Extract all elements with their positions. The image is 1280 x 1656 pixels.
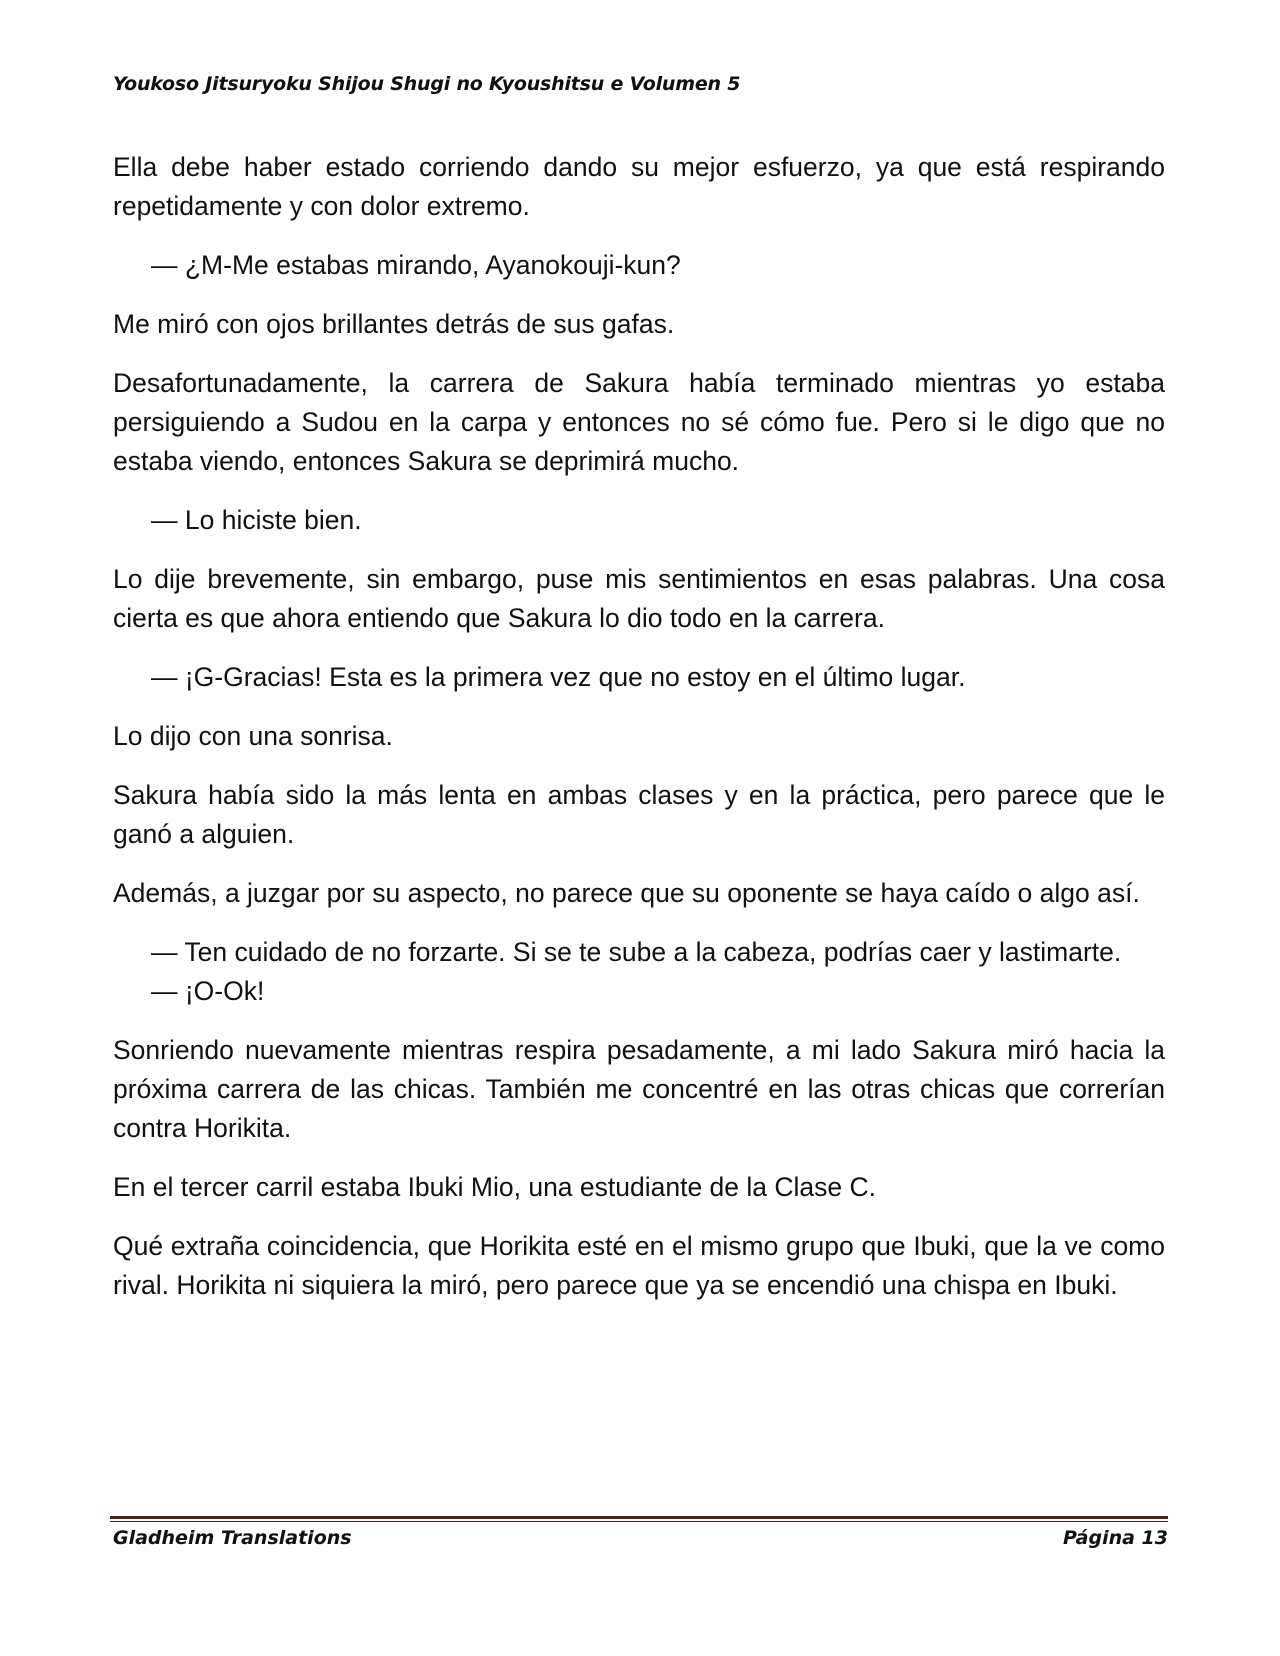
dialogue-line: — ¡O-Ok! bbox=[151, 976, 265, 1006]
paragraph: Qué extraña coincidencia, que Horikita esté en el mismo grupo que Ibuki, que la ve como rival. Horikita ni siquiera la miró, pero parece que ya se encendió una chispa en Ibuki. bbox=[113, 1231, 1165, 1300]
paragraph: Lo dijo con una sonrisa. bbox=[113, 721, 393, 751]
paragraph: Desafortunadamente, la carrera de Sakura había terminado mientras yo estaba persiguiendo a Sudou en la carpa y entonces no sé cómo fue. Pero si le digo que no estaba viendo, entonces Sakura se deprimirá mucho. bbox=[113, 368, 1165, 476]
dialogue-line: — ¡G-Gracias! Esta es la primera vez que no estoy en el último lugar. bbox=[151, 662, 966, 692]
dialogue-line: — Ten cuidado de no forzarte. Si se te sube a la cabeza, podrías caer y lastimarte. bbox=[151, 937, 1122, 967]
footer-credit: Gladheim Translations bbox=[113, 1527, 352, 1549]
dialogue-line: — Lo hiciste bien. bbox=[151, 505, 362, 535]
paragraph: Me miró con ojos brillantes detrás de sus gafas. bbox=[113, 309, 675, 339]
page-body bbox=[113, 148, 1165, 1325]
footer-divider bbox=[110, 1516, 1168, 1522]
paragraph: Ella debe haber estado corriendo dando su mejor esfuerzo, ya que está respirando repetidamente y con dolor extremo. bbox=[113, 152, 1165, 221]
paragraph: Además, a juzgar por su aspecto, no parece que su oponente se haya caído o algo así. bbox=[113, 878, 1140, 908]
paragraph: Lo dije brevemente, sin embargo, puse mis sentimientos en esas palabras. Una cosa cierta es que ahora entiendo que Sakura lo dio todo en la carrera. bbox=[113, 564, 1165, 633]
page-number: Página 13 bbox=[1062, 1527, 1168, 1549]
paragraph: Sakura había sido la más lenta en ambas clases y en la práctica, pero parece que le ganó a alguien. bbox=[113, 780, 1165, 849]
dialogue-line: — ¿M-Me estabas mirando, Ayanokouji-kun? bbox=[151, 250, 681, 280]
paragraph: En el tercer carril estaba Ibuki Mio, una estudiante de la Clase C. bbox=[113, 1172, 877, 1202]
paragraph: Sonriendo nuevamente mientras respira pesadamente, a mi lado Sakura miró hacia la próxima carrera de las chicas. También me concentré en las otras chicas que correrían contra Horikita. bbox=[113, 1035, 1165, 1143]
page-header-title: Youkoso Jitsuryoku Shijou Shugi no Kyoushitsu e Volumen 5 bbox=[113, 73, 741, 95]
